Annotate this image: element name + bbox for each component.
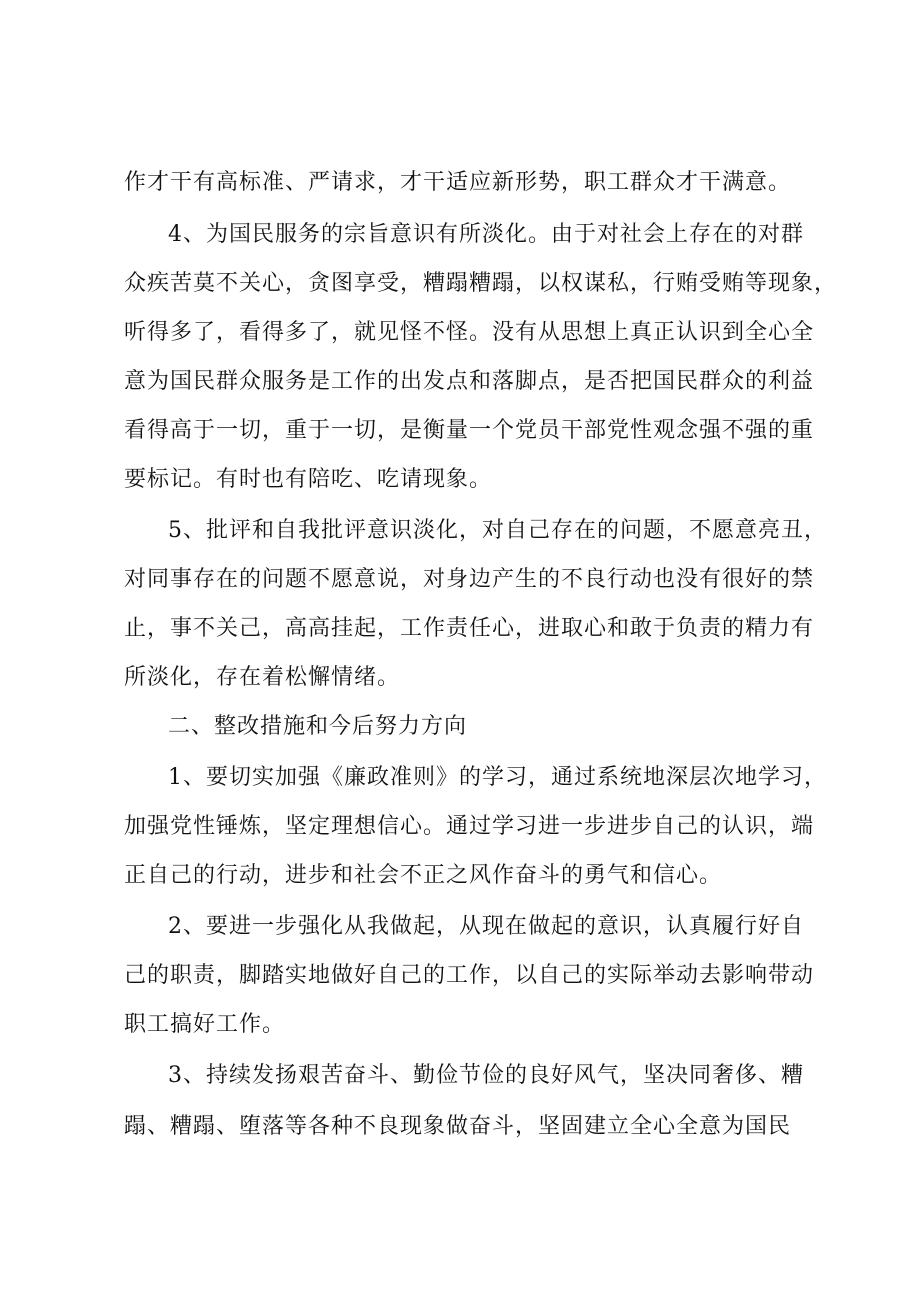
paragraph-5-start: 5、批评和自我批评意识淡化，对自己存在的问题，不愿意亮丑， xyxy=(168,518,827,543)
item-2-start: 2、要进一步强化从我做起，从现在做起的意识，认真履行好自 xyxy=(168,914,804,939)
item-1-start: 1、要切实加强《廉政准则》的学习，通过系统地深层次地学习， xyxy=(168,765,827,790)
text-line: 职工搞好工作。 xyxy=(124,1012,286,1037)
text-line: 作才干有高标准、严请求，才干适应新形势，职工群众才干满意。 xyxy=(124,170,792,195)
text-line: 看得高于一切，重于一切，是衡量一个党员干部党性观念强不强的重 xyxy=(124,418,815,443)
text-line: 蹋、糟蹋、堕落等各种不良现象做奋斗，坚固建立全心全意为国民 xyxy=(124,1114,792,1139)
paragraph-4-start: 4、为国民服务的宗旨意识有所淡化。由于对社会上存在的对群 xyxy=(168,222,804,247)
text-line: 所淡化，存在着松懈情绪。 xyxy=(124,665,401,690)
text-line: 意为国民群众服务是工作的出发点和落脚点，是否把国民群众的利益 xyxy=(124,369,815,394)
text-line: 要标记。有时也有陪吃、吃请现象。 xyxy=(124,467,493,492)
text-line: 止，事不关己，高高挂起，工作责任心，进取心和敢于负责的精力有 xyxy=(124,616,815,641)
text-line: 对同事存在的问题不愿意说，对身边产生的不良行动也没有很好的禁 xyxy=(124,567,815,592)
text-line: 听得多了，看得多了，就见怪不怪。没有从思想上真正认识到全心全 xyxy=(124,320,815,345)
item-3-start: 3、持续发扬艰苦奋斗、勤俭节俭的良好风气，坚决同奢侈、糟 xyxy=(168,1063,804,1088)
text-line: 加强党性锤炼，坚定理想信心。通过学习进一步进步自己的认识，端 xyxy=(124,814,815,839)
text-line: 众疾苦莫不关心，贪图享受，糟蹋糟蹋，以权谋私，行贿受贿等现象， xyxy=(124,271,838,296)
text-line: 正自己的行动，进步和社会不正之风作奋斗的勇气和信心。 xyxy=(124,863,723,888)
section-heading: 二、整改措施和今后努力方向 xyxy=(168,714,468,739)
text-line: 己的职责，脚踏实地做好自己的工作，以自己的实际举动去影响带动 xyxy=(124,963,815,988)
